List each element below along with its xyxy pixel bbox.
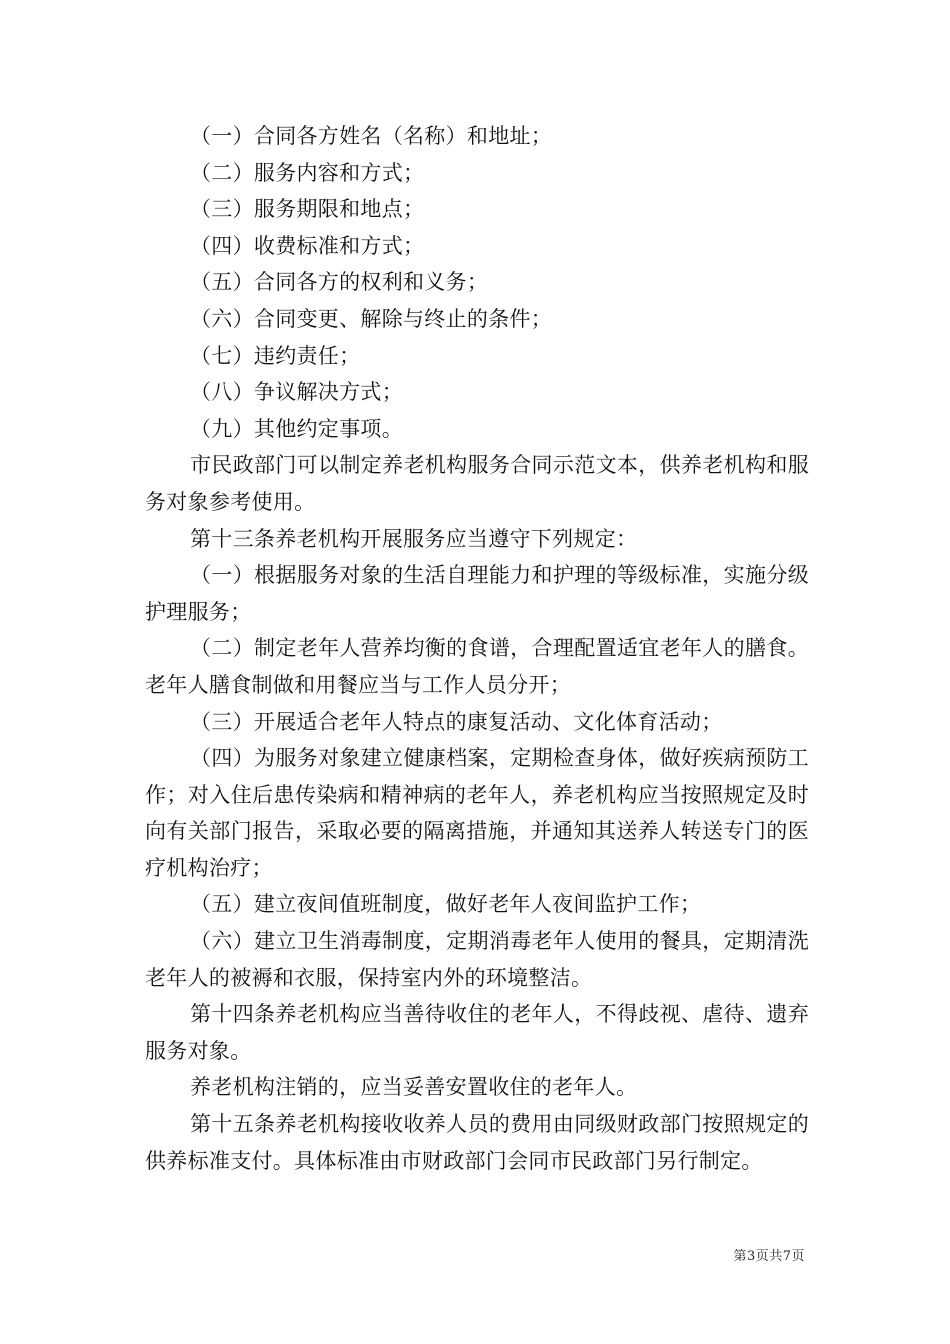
article-15: 第十五条养老机构接收收养人员的费用由同级财政部门按照规定的供养标准支付。具体标准由市财政部门会同市民政部门另行制定。 — [145, 1112, 809, 1173]
article-13-item-2: （二）制定老年人营养均衡的食谱，合理配置适宜老年人的膳食。老年人膳食制做和用餐应当与工作人员分开； — [145, 636, 809, 697]
paragraph-item-4: （四）收费标准和方式； — [190, 233, 425, 258]
paragraph-item-8: （八）争议解决方式； — [190, 380, 403, 405]
paragraph-item-2: （二）服务内容和方式； — [190, 160, 425, 185]
article-13-heading: 第十三条养老机构开展服务应当遵守下列规定： — [190, 526, 638, 551]
paragraph-item-7: （七）违约责任； — [190, 343, 361, 368]
article-13-item-3: （三）开展适合老年人特点的康复活动、文化体育活动； — [190, 709, 723, 734]
paragraph-item-3: （三）服务期限和地点； — [190, 197, 425, 222]
paragraph-template-note: 市民政部门可以制定养老机构服务合同示范文本，供养老机构和服务对象参考使用。 — [145, 453, 809, 514]
article-14: 第十四条养老机构应当善待收住的老年人，不得歧视、虐待、遗弃服务对象。 — [145, 1002, 809, 1063]
article-13-item-5: （五）建立夜间值班制度，做好老年人夜间监护工作； — [190, 892, 702, 917]
page-number: 第3页共7页 — [733, 1249, 805, 1264]
article-13-item-6: （六）建立卫生消毒制度，定期消毒老年人使用的餐具，定期清洗老年人的被褥和衣服，保持室内外的环境整洁。 — [145, 929, 809, 990]
article-14-note: 养老机构注销的，应当妥善安置收住的老年人。 — [190, 1075, 638, 1100]
paragraph-item-1: （一）合同各方姓名（名称）和地址； — [190, 124, 553, 148]
article-13-item-4: （四）为服务对象建立健康档案，定期检查身体，做好疾病预防工作；对入住后患传染病和精神病的老年人，养老机构应当按照规定及时向有关部门报告，采取必要的隔离措施，并通知其送养人转送专门的医疗机构治疗； — [145, 746, 809, 880]
paragraph-item-6: （六）合同变更、解除与终止的条件； — [190, 306, 553, 331]
document-body — [145, 118, 809, 1179]
paragraph-item-9: （九）其他约定事项。 — [190, 416, 403, 441]
article-13-item-1: （一）根据服务对象的生活自理能力和护理的等级标准，实施分级护理服务； — [145, 563, 809, 624]
paragraph-item-5: （五）合同各方的权利和义务； — [190, 270, 489, 295]
